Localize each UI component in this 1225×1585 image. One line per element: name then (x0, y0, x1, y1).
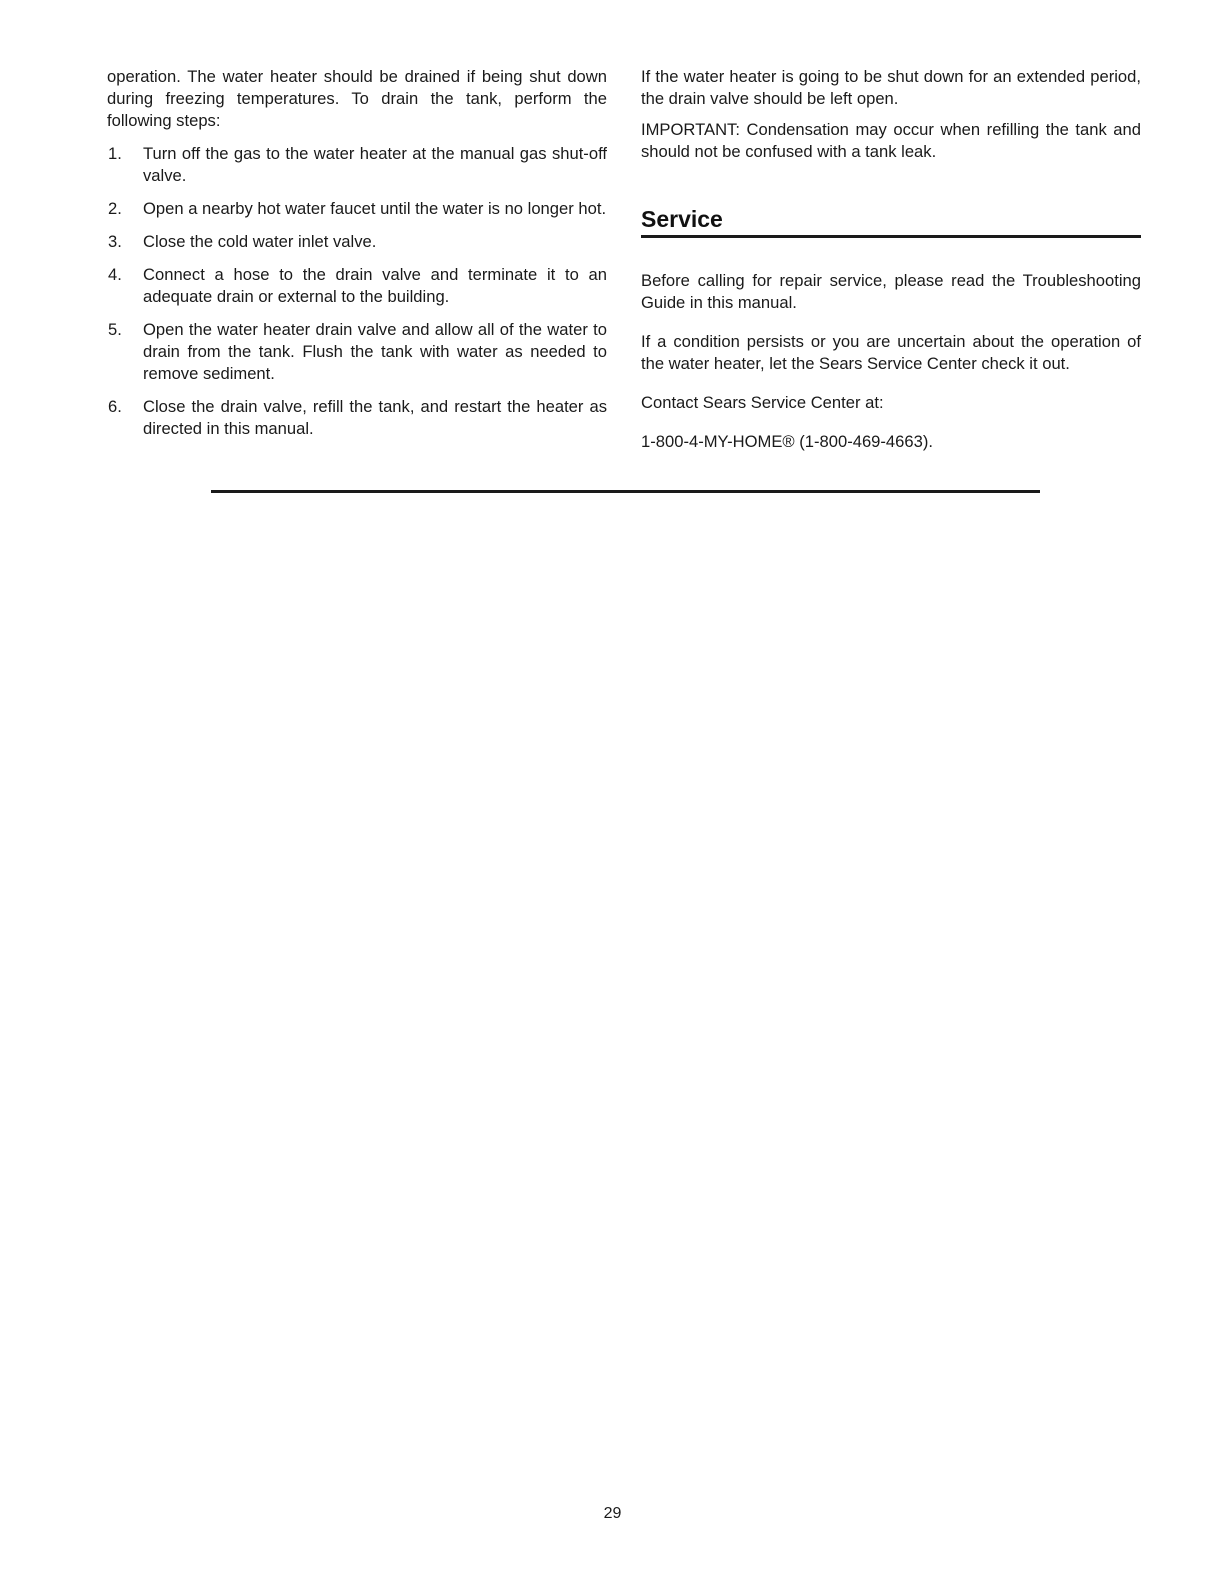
step-text: Close the drain valve, refill the tank, and restart the heater as directed in this manual. (143, 397, 607, 438)
step-number: 3. (108, 232, 122, 251)
step-text: Close the cold water inlet valve. (143, 232, 377, 251)
right-column (641, 66, 1141, 453)
drain-steps-list (107, 143, 607, 440)
list-item (107, 319, 607, 385)
step-number: 5. (108, 320, 122, 339)
important-note: IMPORTANT: Condensation may occur when refilling the tank and should not be confused with a tank leak. (641, 120, 1141, 161)
step-number: 2. (108, 199, 122, 218)
left-column (107, 66, 607, 451)
list-item (107, 396, 607, 440)
service-intro: Before calling for repair service, please read the Troubleshooting Guide in this manual. (641, 271, 1141, 312)
list-item (107, 198, 607, 220)
shutdown-note: If the water heater is going to be shut down for an extended period, the drain valve should be left open. (641, 67, 1141, 108)
service-heading: Service (641, 204, 1141, 238)
service-condition: If a condition persists or you are uncertain about the operation of the water heater, let the Sears Service Center check it out. (641, 332, 1141, 373)
contact-phone: 1-800-4-MY-HOME® (1-800-469-4663). (641, 432, 933, 451)
list-item (107, 143, 607, 187)
step-number: 1. (108, 144, 122, 163)
step-text: Open the water heater drain valve and allow all of the water to drain from the tank. Flush the tank with water as needed to remove sediment. (143, 320, 607, 383)
step-text: Turn off the gas to the water heater at the manual gas shut-off valve. (143, 144, 607, 185)
list-item (107, 231, 607, 253)
step-number: 4. (108, 265, 122, 284)
step-number: 6. (108, 397, 122, 416)
contact-label: Contact Sears Service Center at: (641, 393, 884, 412)
list-item (107, 264, 607, 308)
drain-intro-paragraph: operation. The water heater should be drained if being shut down during freezing temperatures. To drain the tank, perform the following steps: (107, 67, 607, 130)
section-divider (211, 490, 1040, 493)
step-text: Open a nearby hot water faucet until the water is no longer hot. (143, 199, 607, 218)
page-number: 29 (603, 1505, 622, 1522)
step-text: Connect a hose to the drain valve and terminate it to an adequate drain or external to the building. (143, 265, 607, 306)
